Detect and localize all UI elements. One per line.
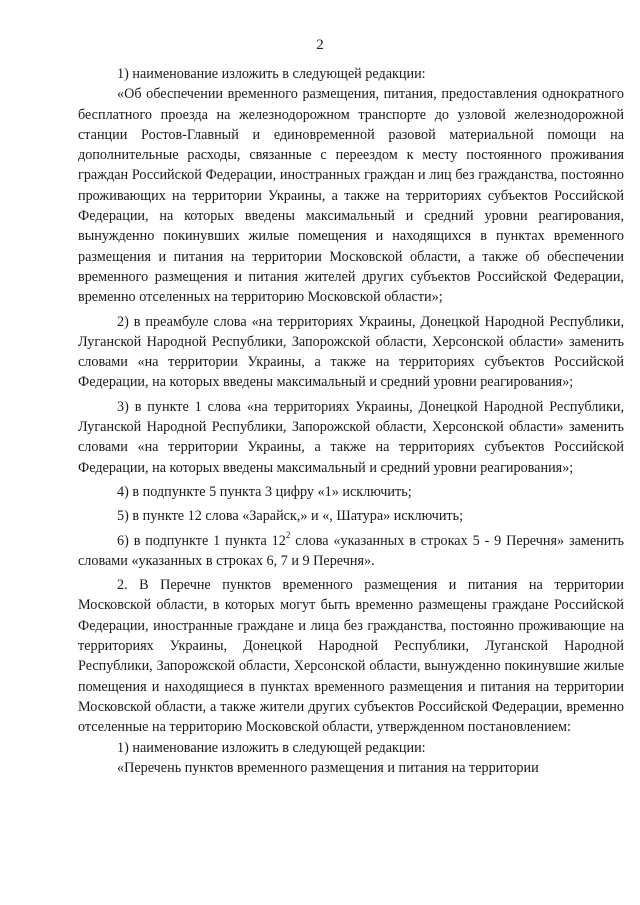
section-2: 2. В Перечне пунктов временного размещения и питания на территории Московской области, в которых могут быть временно размещены граждане Российской Федерации, иностранные граждане и лица без гражданства, постоянно проживающие на территориях Украины, Донецкой Народной Республики, Луганской Народной Республики, Запорожской области, Херсонской области, вынужденно покинувшие жилые помещения и находящиеся в пунктах временного размещения и питания на территории Московской области, а также жители других субъектов Российской Федерации, временно отселенные на территорию Московской области, утвержденном постановлением:: [78, 577, 624, 736]
item-6-text-a: 6) в подпункте 1 пункта 12: [117, 532, 286, 549]
item-4: 4) в подпункте 5 пункта 3 цифру «1» исключить;: [117, 483, 412, 500]
item-6-text-b: слова «указанных в строках 5 - 9 Перечня» заменить словами «указанных в строках 6, 7 и 9 Перечня».: [78, 532, 625, 569]
item-6: [78, 531, 624, 572]
page-number: 2: [316, 37, 324, 53]
item-1-lead: 1) наименование изложить в следующей редакции:: [117, 66, 426, 82]
item-5: 5) в пункте 12 слова «Зарайск,» и «, Шатура» исключить;: [117, 508, 464, 525]
document-body: [78, 64, 624, 778]
item-2: 2) в преамбуле слова «на территориях Украины, Донецкой Народной Республики, Луганской Народной Республики, Запорожской области, Херсонской области» заменить словами «на территории Украины, а также на территориях субъектов Российской Федерации, на которых введены максимальный и средний уровни реагирования»;: [78, 313, 624, 391]
item-1-quote: «Об обеспечении временного размещения, питания, предоставления однократного бесплатного проезда на железнодорожном транспорте до узловой железнодорожной станции Ростов-Главный и единовременной разовой материальной помощи на дополнительные расходы, связанные с переездом к месту постоянного проживания граждан Российской Федерации, иностранных граждан и лиц без гражданства, постоянно проживающих на территории Украины, а также на территориях субъектов Российской Федерации, на которых введены максимальный и средний уровни реагирования, вынужденно покинувших жилые помещения и находящихся в пунктах временного размещения и питания на территории Московской области, а также об обеспечении временного размещения и питания жителей других субъектов Российской Федерации, временно отселенных на территорию Московской области»;: [78, 86, 624, 306]
section-2-quote: «Перечень пунктов временного размещения и питания на территории: [117, 759, 539, 776]
item-3: 3) в пункте 1 слова «на территориях Украины, Донецкой Народной Республики, Луганской Народной Республики, Запорожской области, Херсонской области» заменить словами «на территории Украины, а также на территориях субъектов Российской Федерации, на которых введены максимальный и средний уровни реагирования»;: [78, 398, 624, 476]
item-6-superscript: 2: [285, 529, 291, 540]
section-2-item-1: 1) наименование изложить в следующей редакции:: [117, 739, 426, 756]
